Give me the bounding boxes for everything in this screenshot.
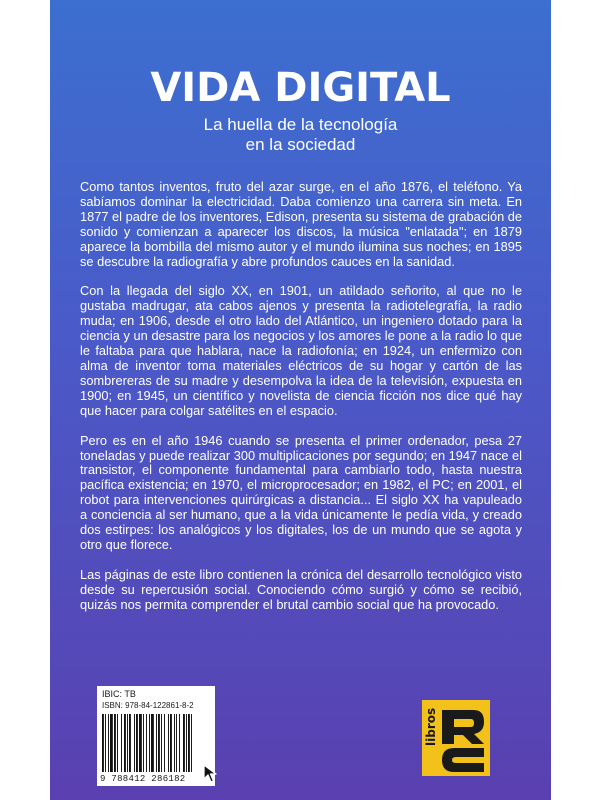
barcode-bar	[143, 714, 144, 772]
barcode-bar	[129, 714, 131, 772]
book-back-cover	[50, 0, 551, 800]
barcode-bar	[139, 714, 142, 772]
barcode-bar	[183, 714, 185, 772]
barcode-bar	[186, 714, 187, 772]
barcode-bar	[188, 714, 190, 772]
book-title: VIDA DIGITAL	[150, 65, 451, 111]
barcode-bar	[117, 714, 118, 772]
barcode-bar	[176, 714, 177, 772]
barcode-bar	[174, 714, 175, 772]
barcode-bar	[156, 714, 157, 772]
ibic-code: IBIC: TB	[102, 689, 136, 699]
barcode-bar	[168, 714, 169, 772]
barcode-bars	[102, 714, 210, 772]
barcode-digits: 9 788412 286182	[100, 774, 186, 784]
barcode-bar	[158, 714, 160, 772]
blurb-paragraph-4: Las páginas de este libro contienen la crónica del desarrollo tecnológico visto desde su repercusión social. Conociendo cómo surgió y cómo se recibió, quizás nos permita comprender el brutal cambio social que ha provocado.	[80, 566, 522, 612]
subtitle-line-2: en la sociedad	[245, 135, 356, 154]
book-subtitle	[50, 115, 551, 155]
barcode-bar	[170, 714, 172, 772]
barcode-bar	[161, 714, 162, 772]
barcode-bar	[108, 714, 109, 772]
barcode-bar	[102, 714, 104, 772]
barcode-bar	[121, 714, 122, 772]
barcode-bar	[149, 714, 150, 772]
blurb-paragraph-3: Pero es en el año 1946 cuando se presenta el primer ordenador, pesa 27 toneladas y puede realizar 300 multiplicaciones por segundo; en 1947 nace el transistor, el componente fundamental para cambiarlo todo, hasta nuestra pacífica existencia; en 1970, el microprocesador; en 1982, el PC; en 2001, el robot para intervenciones quirúrgicas a distancia... El siglo XX ha vapuleado a conciencia al ser humano, que a la vida únicamente le pedía vida, y creado dos estirpes: los analógicos y los digitales, los de un mundo que se agota y otro que florece.	[80, 432, 522, 552]
barcode-bar	[110, 714, 113, 772]
isbn-number: ISBN: 978-84-122861-8-2	[102, 701, 194, 710]
barcode-bar	[191, 714, 192, 772]
barcode-bar	[164, 714, 165, 772]
barcode-bar	[151, 714, 154, 772]
logo-text: libros	[424, 707, 438, 746]
barcode-bar	[179, 714, 180, 772]
barcode-bar	[124, 714, 126, 772]
barcode-bar	[127, 714, 128, 772]
rc-libros-logo-icon	[422, 700, 490, 776]
blurb-text	[80, 180, 522, 628]
subtitle-line-1: La huella de la tecnología	[203, 115, 398, 134]
cover-header	[50, 66, 551, 155]
blurb-paragraph-2: Con la llegada del siglo XX, en 1901, un atildado señorito, al que no le gustaba madrugar, ata cabos ajenos y presenta la radiotelegrafía, la radio muda; en 1906, desde el otro lado del Atlántico, un ingeniero dotado para la ciencia y un desastre para los negocios y los amores le pone a la radio lo que le faltaba para que hablara, nace la radiofonía; en 1924, un enfermizo con alma de inventor toma materiales eléctricos de su hogar y cartón de las sombrereras de su madre y desempolva la idea de la televisión, expuesta en 1900; en 1945, un científico y novelista de ciencia ficción nos dice qué hay que hacer para colgar satélites en el espacio.	[80, 283, 522, 418]
barcode-bar	[136, 714, 138, 772]
barcode-bar	[134, 714, 135, 772]
barcode-bar	[114, 714, 116, 772]
mouse-pointer-icon	[203, 764, 221, 784]
barcode-bar	[105, 714, 106, 772]
barcode-bar	[146, 714, 147, 772]
barcode-box	[97, 686, 215, 786]
blurb-paragraph-1: Como tantos inventos, fruto del azar surge, en el año 1876, el teléfono. Ya sabíamos dominar la electricidad. Daba comienzo una carrera sin meta. En 1877 el padre de los inventores, Edison, presenta su sistema de grabación de sonido y comienzan a aparecer los discos, la música "enlatada"; en 1879 aparece la bombilla del mismo autor y el mundo ilumina sus noches; en 1895 se descubre la radiografía y abre profundos cauces en la sanidad.	[80, 179, 522, 269]
